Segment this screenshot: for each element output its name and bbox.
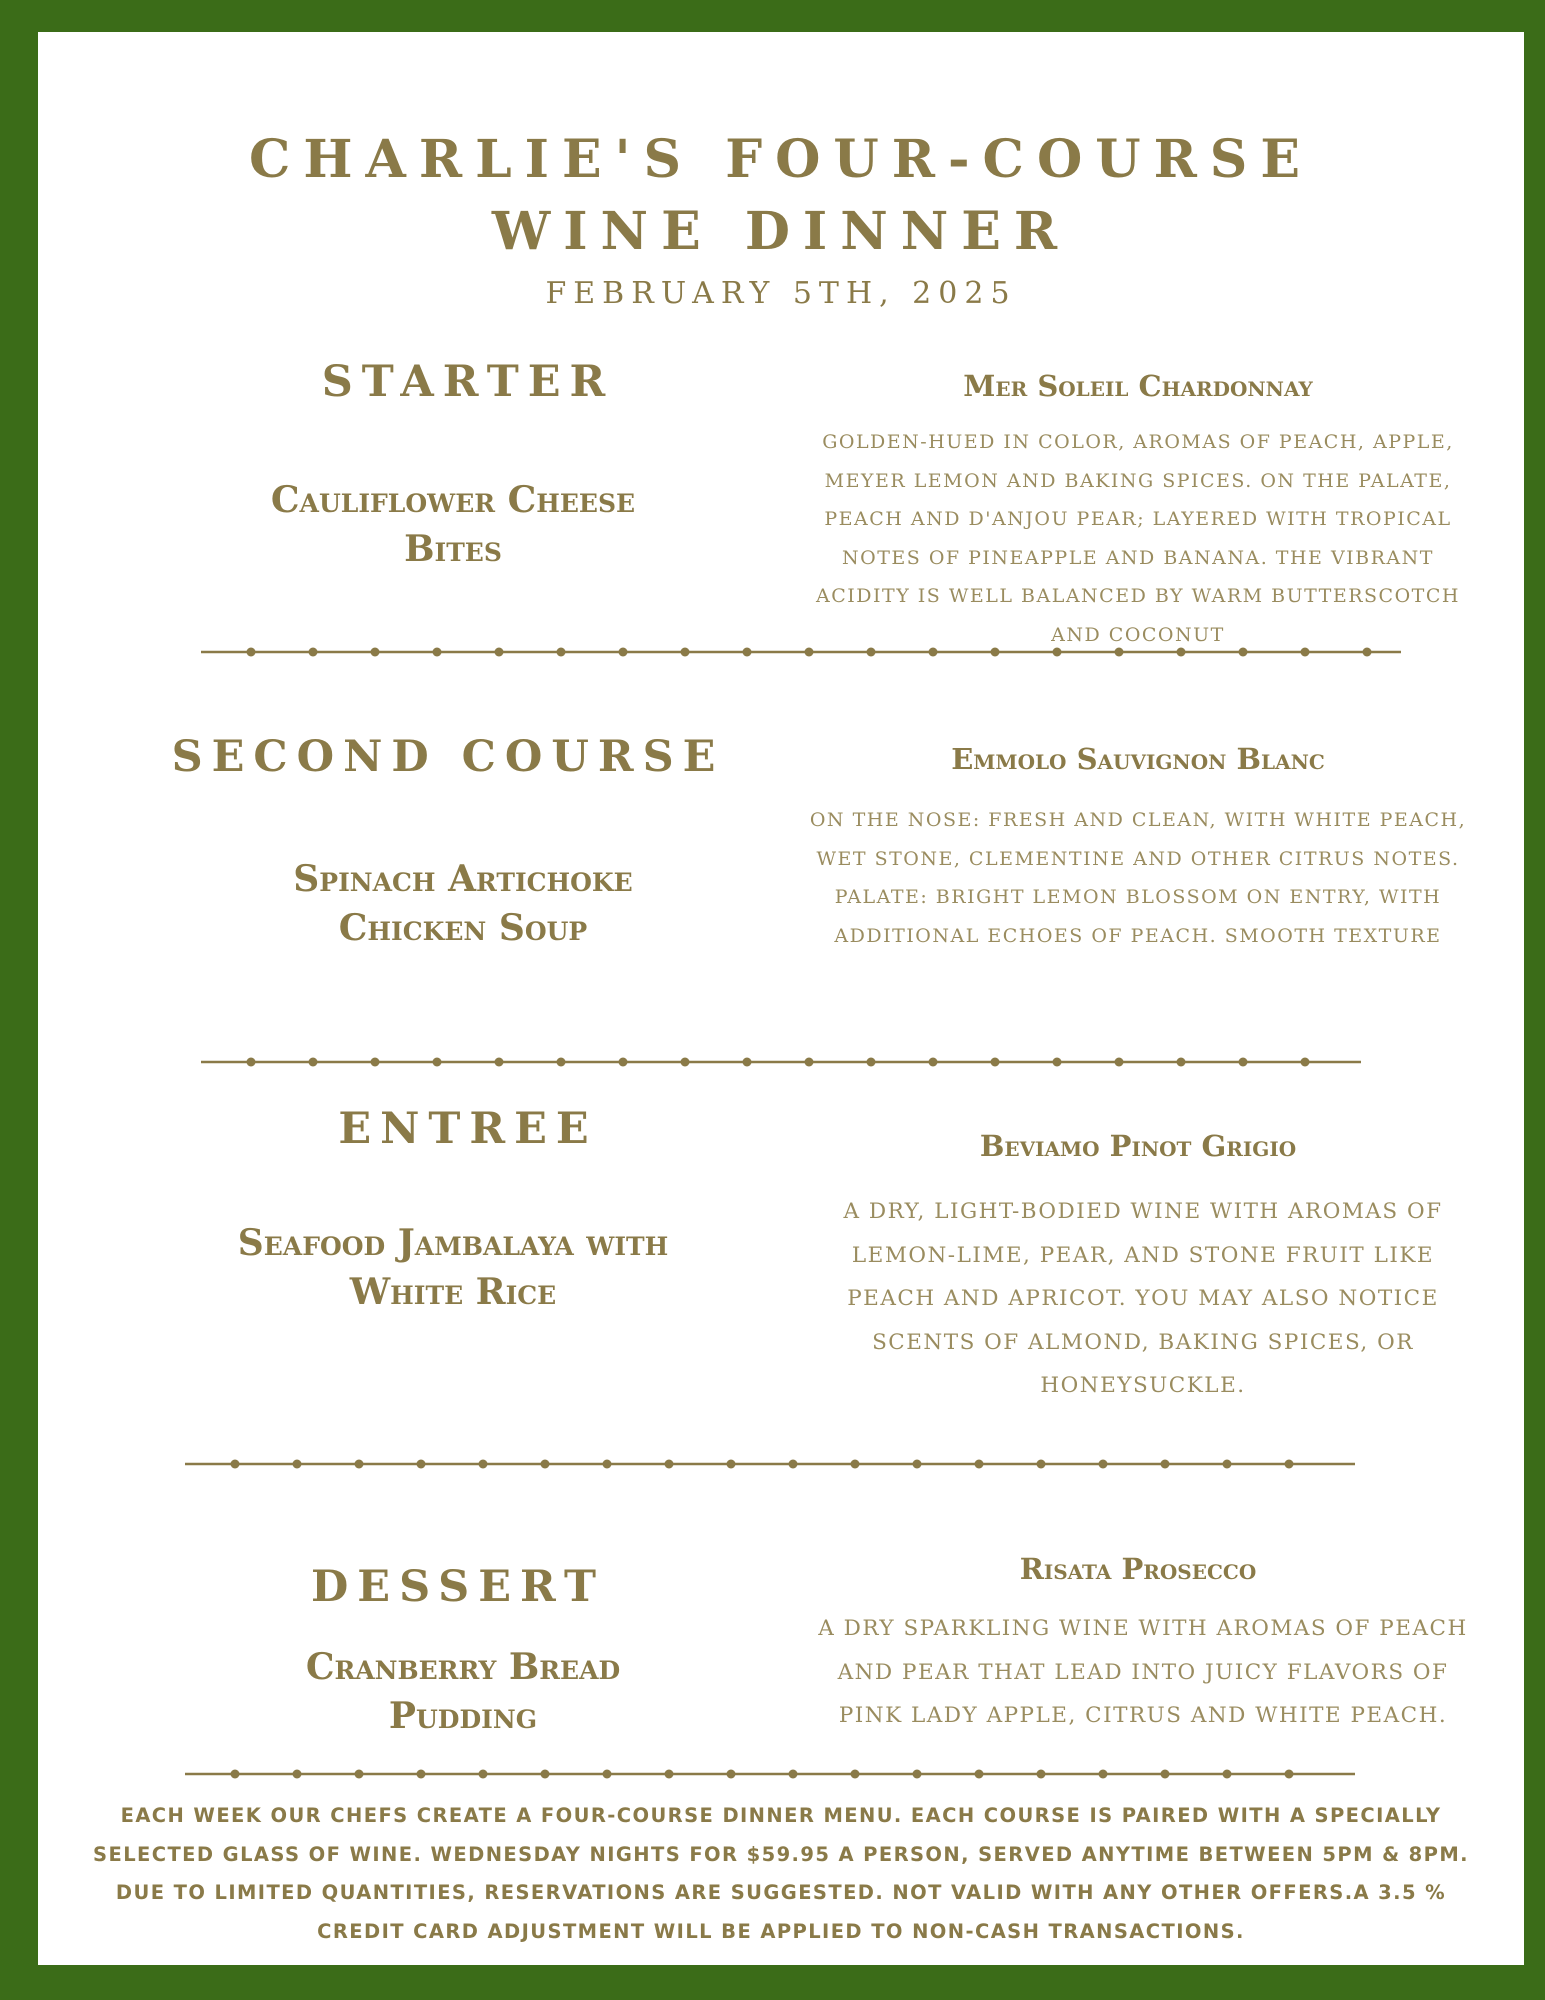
divider-dot [231, 1770, 240, 1779]
divider-dot [851, 1460, 860, 1469]
event-date: FEBRUARY 5TH, 2025 [545, 276, 1017, 311]
divider-dot [975, 1770, 984, 1779]
divider-dot [851, 1770, 860, 1779]
divider-dot [495, 1058, 504, 1067]
divider-dot [433, 1058, 442, 1067]
divider-dot [479, 1460, 488, 1469]
divider-ornament [185, 1766, 1355, 1782]
divider-dot [1239, 1058, 1248, 1067]
dish-entree: Seafood Jambalaya with White Rice [237, 1222, 669, 1313]
divider-dot [371, 1058, 380, 1067]
menu-page [38, 32, 1524, 1965]
divider-dot [1053, 648, 1062, 657]
divider-dot [789, 1770, 798, 1779]
divider-dot [727, 1770, 736, 1779]
page-title [38, 124, 1524, 268]
wine-description-dessert: A DRY SPARKLING WINE WITH AROMAS OF PEACH AND PEAR THAT LEAD INTO JUICY FLAVORS OF PINK LADY APPLE, CITRUS AND WHITE PEACH. [818, 1616, 1468, 1728]
divider-dot [231, 1460, 240, 1469]
divider-dot [309, 648, 318, 657]
divider-dot [929, 1058, 938, 1067]
divider-dot [495, 648, 504, 657]
divider-dot [1161, 1770, 1170, 1779]
divider-dot [1301, 1058, 1310, 1067]
divider-dot [619, 1058, 628, 1067]
divider-dot [433, 648, 442, 657]
divider-dot [247, 648, 256, 657]
wine-name-entree: Beviamo Pinot Grigio [979, 1129, 1297, 1163]
divider-dot [913, 1770, 922, 1779]
divider-dot [1037, 1460, 1046, 1469]
course-title-dessert: DESSERT [311, 1562, 605, 1612]
section-divider [201, 644, 1401, 660]
divider-dot [557, 648, 566, 657]
divider-dot [913, 1460, 922, 1469]
divider-dot [991, 648, 1000, 657]
divider-dot [681, 648, 690, 657]
divider-dot [867, 1058, 876, 1067]
divider-dot [371, 648, 380, 657]
divider-dot [929, 648, 938, 657]
divider-dot [991, 1058, 1000, 1067]
divider-dot [1177, 1058, 1186, 1067]
divider-dot [1285, 1460, 1294, 1469]
divider-dot [603, 1460, 612, 1469]
wine-name-second-course: Emmolo Sauvignon Blanc [951, 742, 1325, 776]
divider-dot [355, 1770, 364, 1779]
divider-dot [805, 1058, 814, 1067]
divider-dot [1223, 1770, 1232, 1779]
divider-dot [1223, 1460, 1232, 1469]
section-divider [185, 1456, 1355, 1472]
divider-dot [727, 1460, 736, 1469]
dish-second-course: Spinach Artichoke Chicken Soup [293, 858, 633, 949]
divider-dot [665, 1460, 674, 1469]
course-title-second-course: SECOND COURSE [171, 732, 725, 782]
divider-dot [681, 1058, 690, 1067]
dish-starter: Cauliflower Cheese Bites [270, 479, 636, 570]
divider-dot [309, 1058, 318, 1067]
wine-description-second-course: ON THE NOSE: FRESH AND CLEAN, WITH WHITE PEACH, WET STONE, CLEMENTINE AND OTHER CITRUS NOTES. PALATE: BRIGHT LEMON BLOSSOM ON ENTRY, WITH ADDITIONAL ECHOES OF PEACH. SMOOTH TEXTURE [809, 809, 1467, 947]
divider-dot [293, 1770, 302, 1779]
divider-ornament [201, 644, 1401, 660]
divider-dot [1053, 1058, 1062, 1067]
divider-dot [541, 1460, 550, 1469]
divider-dot [975, 1460, 984, 1469]
divider-dot [479, 1770, 488, 1779]
divider-dot [247, 1058, 256, 1067]
divider-dot [743, 648, 752, 657]
divider-dot [557, 1058, 566, 1067]
divider-dot [603, 1770, 612, 1779]
title-line-2: WINE DINNER [491, 201, 1071, 262]
divider-dot [805, 648, 814, 657]
course-title-entree: ENTREE [338, 1104, 598, 1154]
divider-dot [293, 1460, 302, 1469]
divider-dot [1099, 1460, 1108, 1469]
wine-name-starter: Mer Soleil Chardonnay [963, 369, 1313, 403]
divider-dot [1177, 648, 1186, 657]
divider-dot [1037, 1770, 1046, 1779]
divider-dot [1115, 648, 1124, 657]
divider-dot [1285, 1770, 1294, 1779]
divider-dot [1115, 1058, 1124, 1067]
divider-dot [665, 1770, 674, 1779]
divider-dot [743, 1058, 752, 1067]
footer-terms: EACH WEEK OUR CHEFS CREATE A FOUR-COURSE DINNER MENU. EACH COURSE IS PAIRED WITH A SPECIALLY SELECTED GLASS OF WINE. WEDNESDAY NIGHTS FOR $59.95 A PERSON, SERVED ANYTIME BETWEEN 5PM & 8PM. DUE TO LIMITED QUANTITIES, RESERVATIONS ARE SUGGESTED. NOT VALID WITH ANY OTHER OFFERS.A 3.5 % CREDIT CARD ADJUSTMENT WILL BE APPLIED TO NON-CASH TRANSACTIONS. [93, 1804, 1469, 1943]
divider-dot [1161, 1460, 1170, 1469]
divider-dot [1239, 648, 1248, 657]
wine-name-dessert: Risata Prosecco [1019, 1552, 1257, 1586]
title-line-1: CHARLIE'S FOUR-COURSE [249, 129, 1313, 190]
divider-dot [417, 1770, 426, 1779]
divider-ornament [201, 1054, 1361, 1070]
divider-dot [789, 1460, 798, 1469]
divider-dot [867, 648, 876, 657]
wine-description-entree: A DRY, LIGHT-BODIED WINE WITH AROMAS OF LEMON-LIME, PEAR, AND STONE FRUIT LIKE PEACH AND APRICOT. YOU MAY ALSO NOTICE SCENTS OF ALMOND, BAKING SPICES, OR HONEYSUCKLE. [843, 1199, 1443, 1398]
divider-dot [355, 1460, 364, 1469]
divider-dot [619, 648, 628, 657]
dish-dessert: Cranberry Bread Pudding [305, 1646, 621, 1737]
divider-dot [417, 1460, 426, 1469]
course-title-starter: STARTER [321, 357, 615, 407]
divider-dot [541, 1770, 550, 1779]
section-divider [201, 1054, 1361, 1070]
divider-dot [1301, 648, 1310, 657]
wine-description-starter: GOLDEN-HUED IN COLOR, AROMAS OF PEACH, APPLE, MEYER LEMON AND BAKING SPICES. ON THE PALATE, PEACH AND D'ANJOU PEAR; LAYERED WITH TROPICAL NOTES OF PINEAPPLE AND BANANA. THE VIBRANT ACIDITY IS WELL BALANCED BY WARM BUTTERSCOTCH AND COCONUT [816, 431, 1460, 646]
divider-dot [1363, 648, 1372, 657]
section-divider [185, 1766, 1355, 1782]
divider-dot [1099, 1770, 1108, 1779]
divider-ornament [185, 1456, 1355, 1472]
